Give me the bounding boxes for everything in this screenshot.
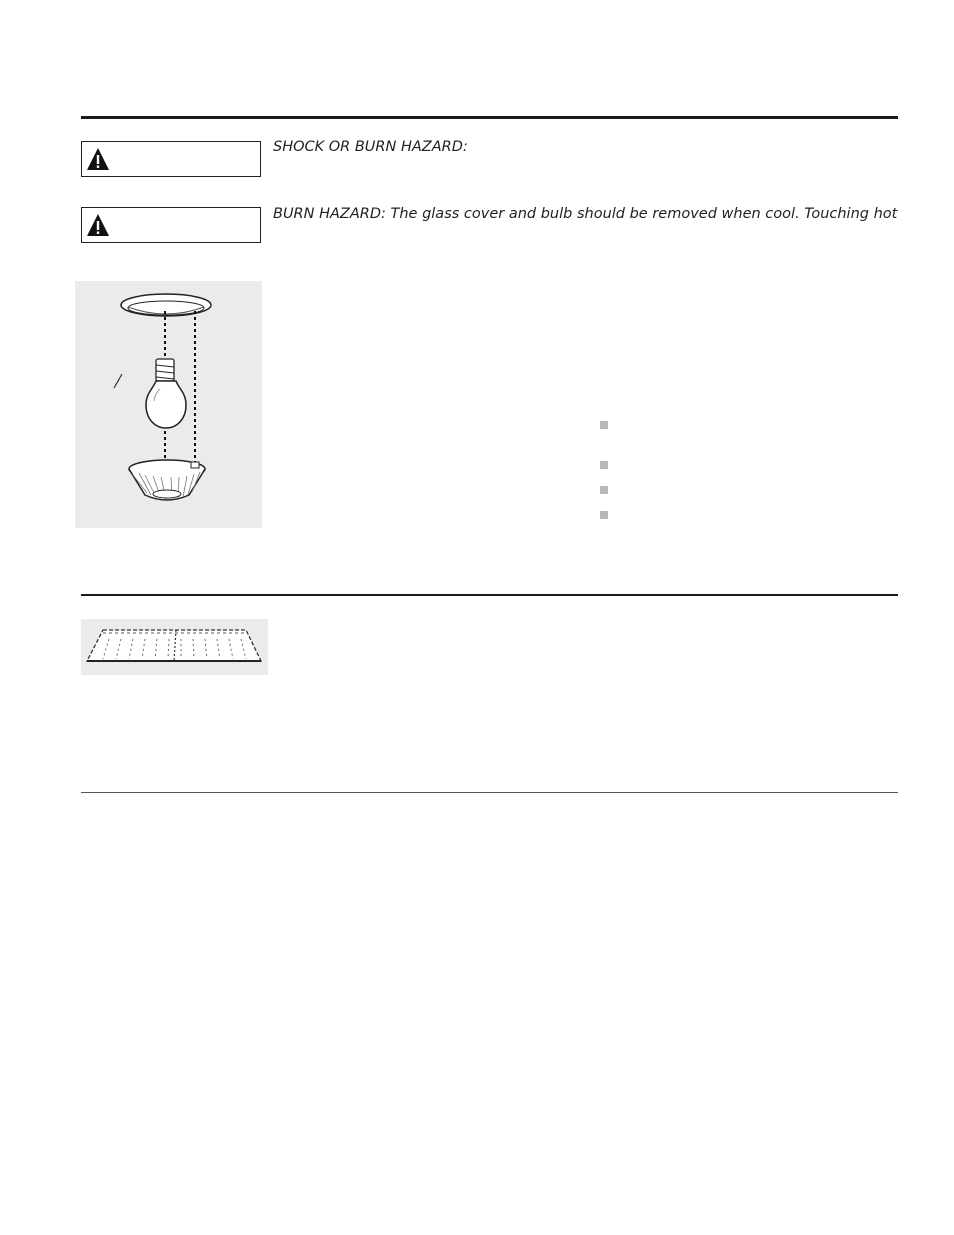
section-divider-top: [81, 116, 898, 119]
bullet-marker: [600, 486, 608, 494]
warning-triangle-icon: [86, 147, 110, 171]
shock-burn-hazard-text: SHOCK OR BURN HAZARD:: [273, 139, 468, 155]
oven-rack-illustration: [81, 619, 268, 675]
section-divider-bottom: [81, 792, 898, 793]
bullet-marker: [600, 461, 608, 469]
light-bulb-assembly-illustration: [75, 281, 262, 528]
light-bulb-figure: [75, 281, 262, 528]
bullet-marker: [600, 511, 608, 519]
oven-rack-figure: [81, 619, 268, 675]
burn-hazard-text: BURN HAZARD: The glass cover and bulb should be removed when cool. Touching hot: [273, 206, 898, 222]
section-divider-racks: [81, 594, 898, 596]
warning-box: [81, 141, 261, 177]
warning-box: [81, 207, 261, 243]
bullet-marker: [600, 421, 608, 429]
warning-triangle-icon: [86, 213, 110, 237]
